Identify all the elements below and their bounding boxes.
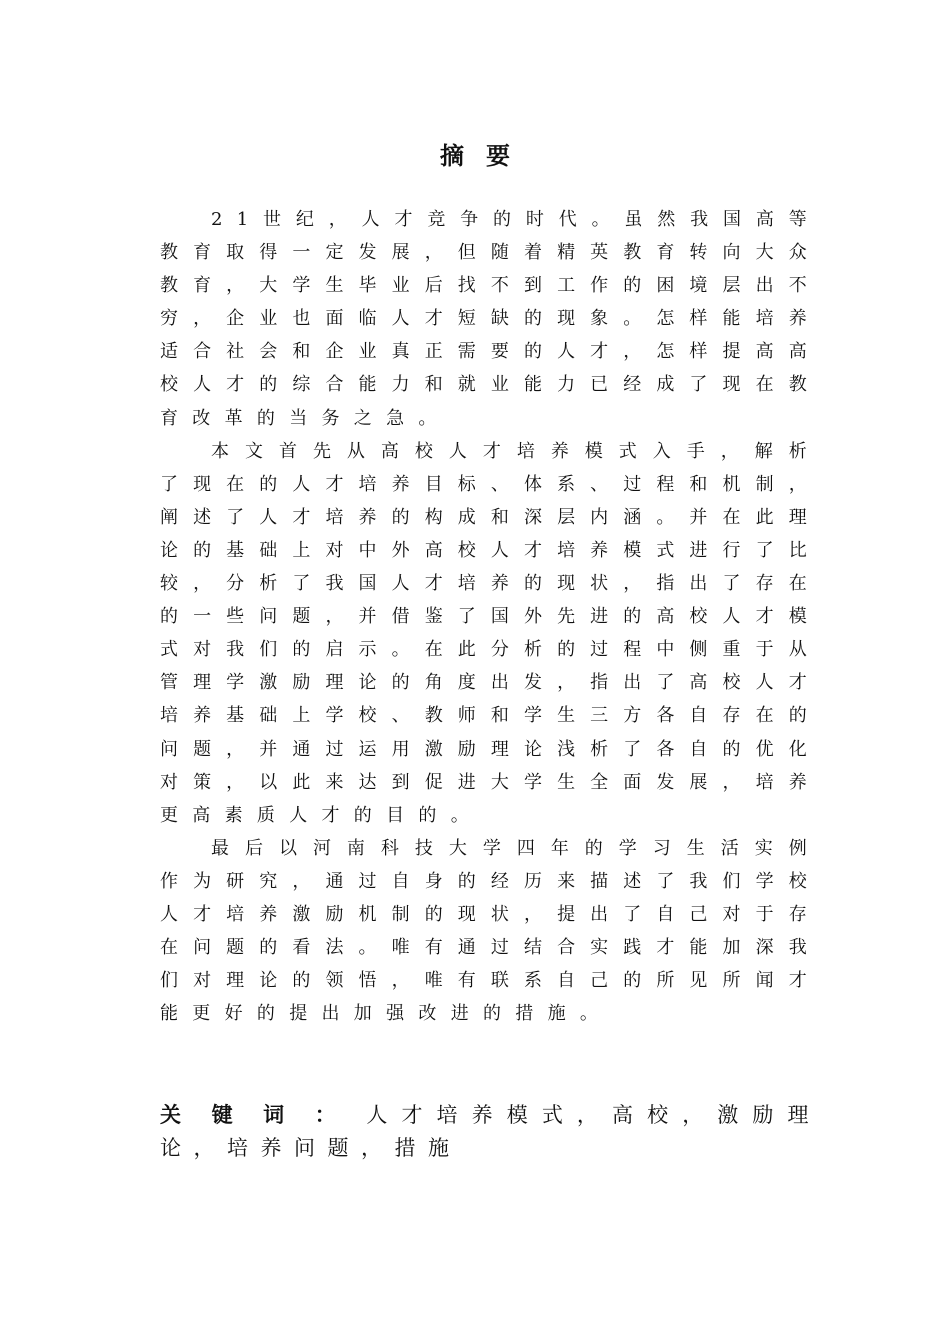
abstract-paragraph-1: 21世纪，人才竞争的时代。虽然我国高等教育取得一定发展，但随着精英教育转向大众教育，大学生毕业后找不到工作的困境层出不穷，企业也面临人才短缺的现象。怎样能培养适合社会和企业真正需要的人才，怎样提高高校人才的综合能力和就业能力已经成了现在教育改革的当务之急。 — [160, 209, 821, 429]
keywords-text: 人才培养模式，高校，激励理论，培养问题，措施 — [160, 1103, 821, 1160]
abstract-paragraph-2: 本文首先从高校人才培养模式入手，解析了现在的人才培养目标、体系、过程和机制，阐述了人才培养的构成和深层内涵。并在此理论的基础上对中外高校人才培养模式进行了比较，分析了我国人才培养的现状，指出了存在的一些问题，并借鉴了国外先进的高校人才模式对我们的启示。在此分析的过程中侧重于从管理学激励理论的角度出发，指出了高校人才培养基础上学校、教师和学生三方各自存在的问题，并通过运用激励理论浅析了各自的优化对策，以此来达到促进大学生全面发展，培养更高素质人才的目的。 — [160, 440, 821, 826]
keywords-label: 关键词： — [160, 1102, 367, 1127]
abstract-body — [160, 203, 821, 1030]
abstract-title: 摘要 — [440, 141, 532, 170]
keywords-line — [160, 1098, 821, 1165]
abstract-paragraph-3: 最后以河南科技大学四年的学习生活实例作为研究，通过自身的经历来描述了我们学校人才培养激励机制的现状，提出了自己对于存在问题的看法。唯有通过结合实践才能加深我们对理论的领悟，唯有联系自己的所见所闻才能更好的提出加强改进的措施。 — [160, 837, 821, 1025]
